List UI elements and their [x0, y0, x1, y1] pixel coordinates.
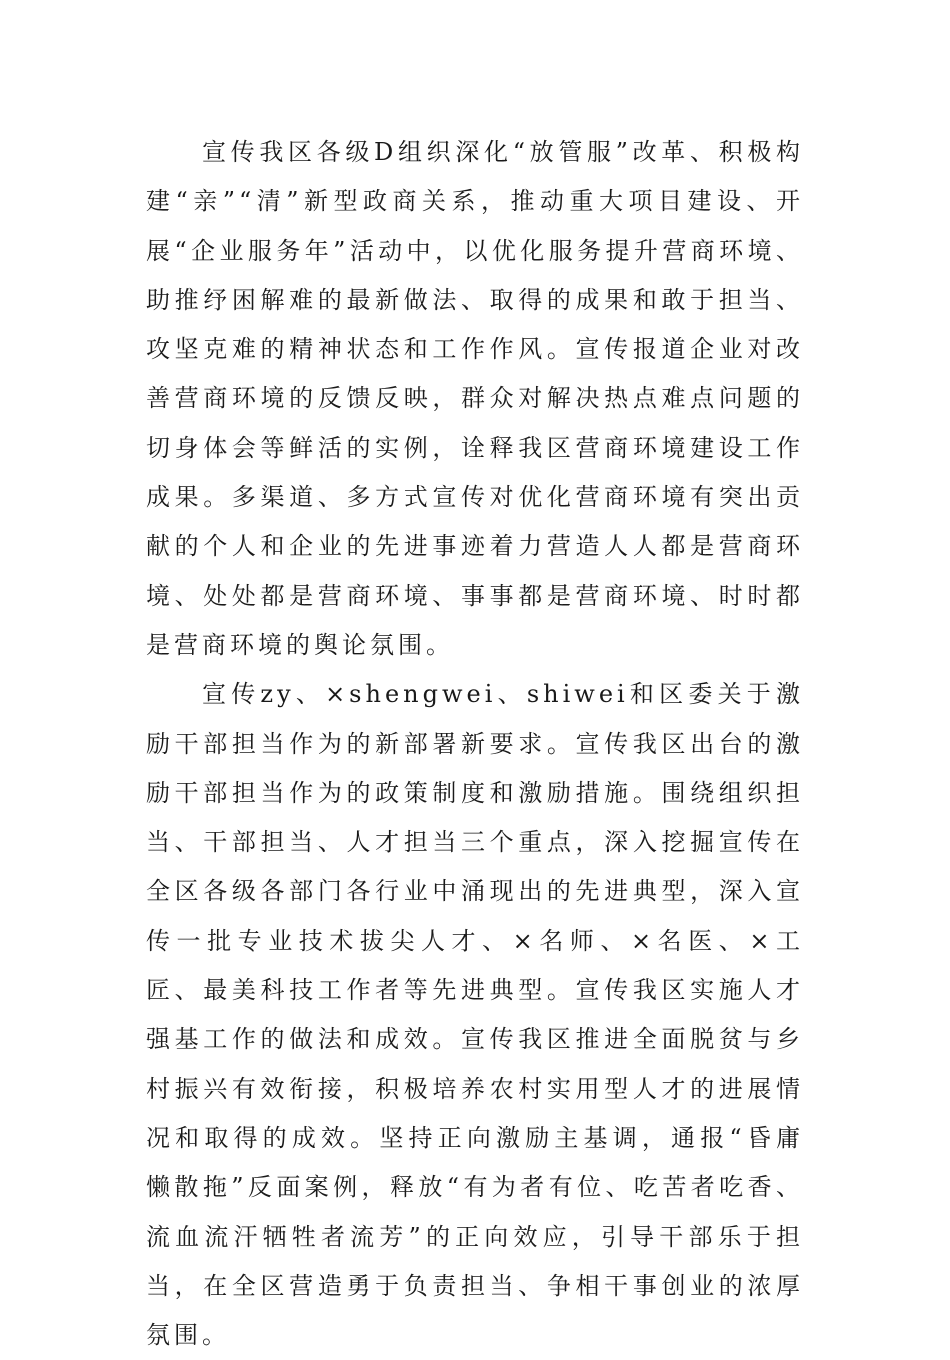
paragraph-2: 宣传zy、×shengwei、shiwei和区委关于激励干部担当作为的新部署新要求。宣传我区出台的激励干部担当作为的政策制度和激励措施。围绕组织担当、干部担当、人才担当三个重点，深入挖掘宣传在全区各级各部门各行业中涌现出的先进典型，深入宣传一批专业技术拔尖人才、×名师、×名医、×工匠、最美科技工作者等先进典型。宣传我区实施人才强基工作的做法和成效。宣传我区推进全面脱贫与乡村振兴有效衔接，积极培养农村实用型人才的进展情况和取得的成效。坚持正向激励主基调，通报“昏庸懒散拖”反面案例，释放“有为者有位、吃苦者吃香、流血流汗牺牲者流芳”的正向效应，引导干部乐于担当，在全区营造勇于负责担当、争相干事创业的浓厚氛围。: [146, 680, 804, 1350]
document-body: [146, 128, 804, 1360]
paragraph-1: 宣传我区各级D组织深化“放管服”改革、积极构建“亲”“清”新型政商关系，推动重大项目建设、开展“企业服务年”活动中，以优化服务提升营商环境、助推纾困解难的最新做法、取得的成果和敢于担当、攻坚克难的精神状态和工作作风。宣传报道企业对改善营商环境的反馈反映，群众对解决热点难点问题的切身体会等鲜活的实例，诠释我区营商环境建设工作成果。多渠道、多方式宣传对优化营商环境有突出贡献的个人和企业的先进事迹着力营造人人都是营商环境、处处都是营商环境、事事都是营商环境、时时都是营商环境的舆论氛围。: [146, 138, 804, 659]
